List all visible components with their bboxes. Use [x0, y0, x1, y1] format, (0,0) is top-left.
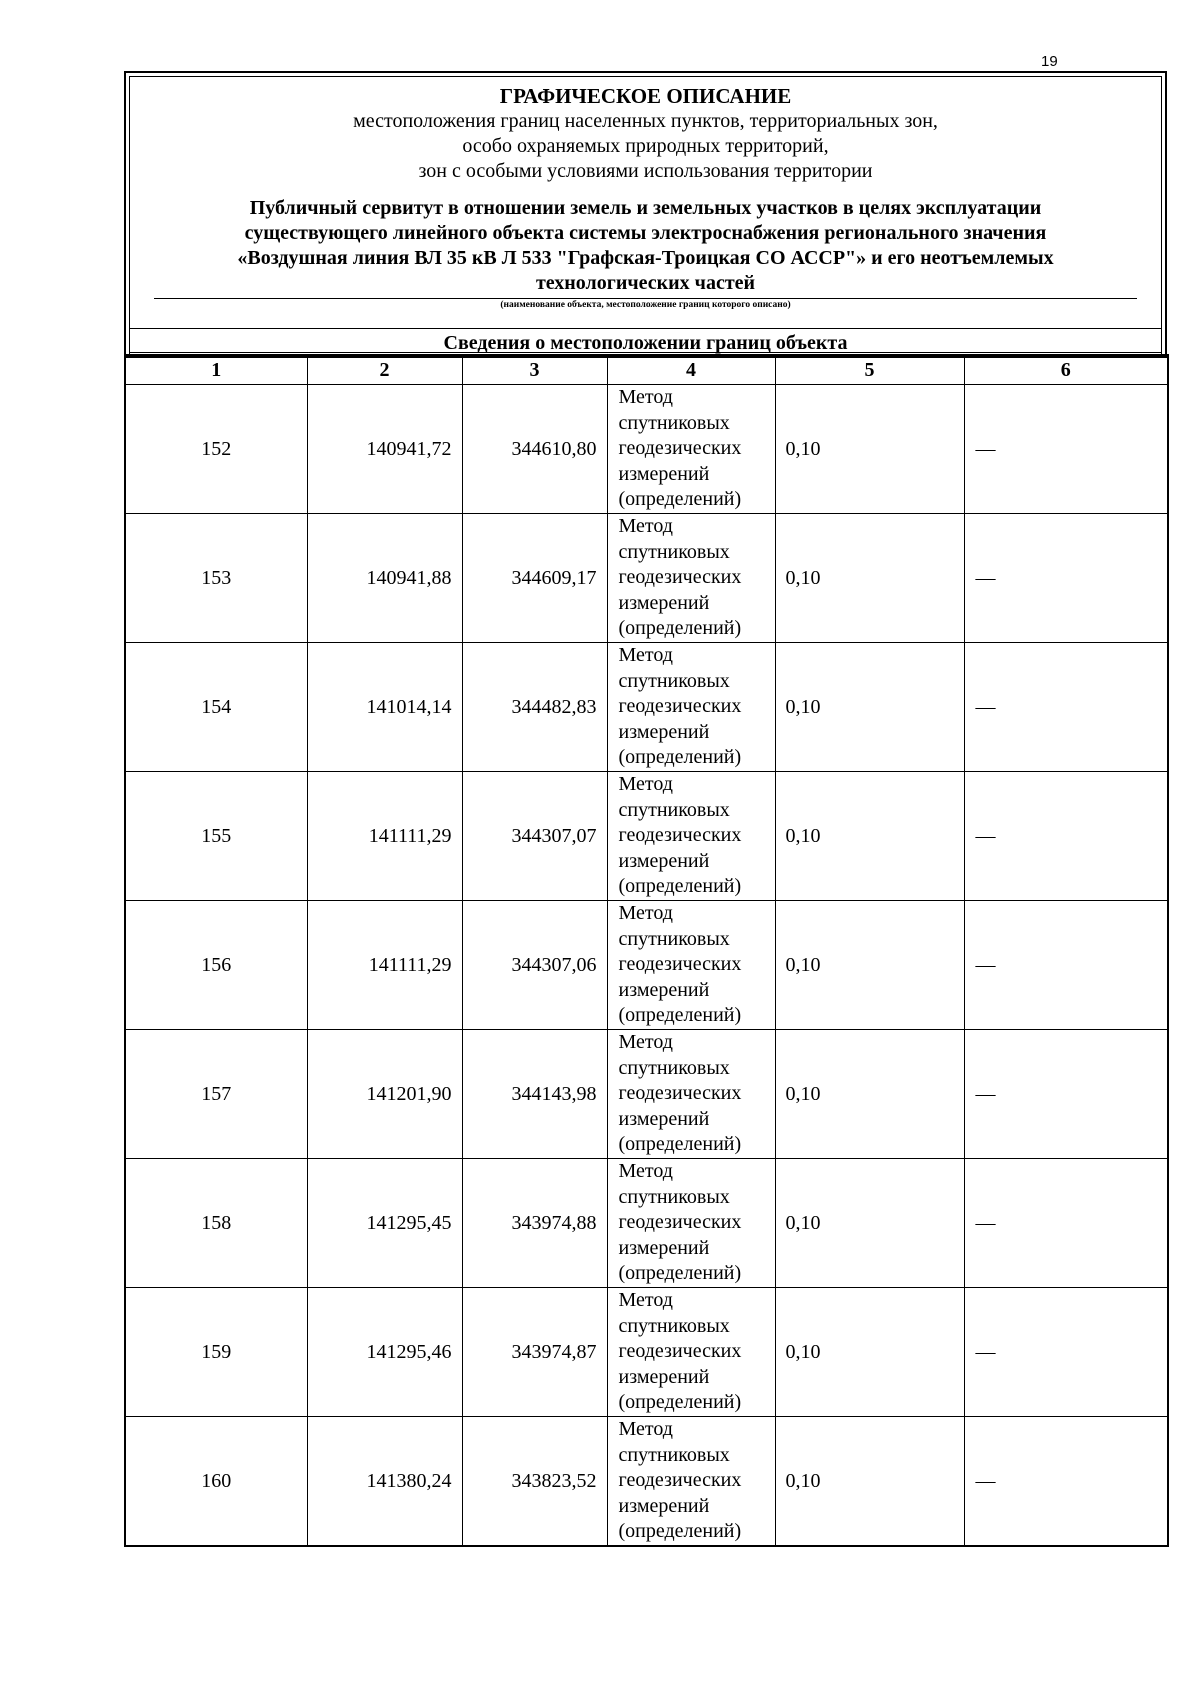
method-line: Метод	[618, 644, 673, 667]
note-cell: —	[964, 901, 1168, 1030]
x-coordinate-cell: 141295,46	[307, 1288, 462, 1417]
document-header	[124, 71, 1167, 358]
coordinates-table	[124, 354, 1169, 1547]
x-coordinate-cell: 141380,24	[307, 1417, 462, 1547]
y-coordinate-cell: 344307,06	[462, 901, 607, 1030]
method-line: измерений	[618, 1365, 710, 1388]
note-cell: —	[964, 1159, 1168, 1288]
method-line: (определений)	[618, 1262, 742, 1285]
note-cell: —	[964, 514, 1168, 643]
document-title: ГРАФИЧЕСКОЕ ОПИСАНИЕ	[499, 84, 792, 108]
document-subtitle-line-2: особо охраняемых природных территорий,	[462, 135, 829, 157]
note-cell: —	[964, 643, 1168, 772]
method-line: Метод	[618, 1160, 673, 1183]
method-line: измерений	[618, 720, 710, 743]
method-line: геодезических	[618, 566, 742, 589]
object-name-underline	[154, 298, 1137, 299]
accuracy-cell: 0,10	[775, 901, 964, 1030]
note-cell: —	[964, 772, 1168, 901]
table-row	[125, 901, 1168, 1030]
object-name-line-3: «Воздушная линия ВЛ 35 кВ Л 533 "Графская-Троицкая СО АССР"» и его неотъемлемых	[237, 247, 1054, 269]
method-line: спутниковых	[618, 927, 730, 950]
point-number-cell: 153	[125, 514, 307, 643]
point-number-cell: 154	[125, 643, 307, 772]
method-line: спутниковых	[618, 540, 730, 563]
method-line: (определений)	[618, 1004, 742, 1027]
table-row	[125, 643, 1168, 772]
method-line: спутниковых	[618, 1314, 730, 1337]
table-row	[125, 514, 1168, 643]
method-line: измерений	[618, 1494, 710, 1517]
method-line: геодезических	[618, 1082, 742, 1105]
method-line: геодезических	[618, 437, 742, 460]
accuracy-cell: 0,10	[775, 1159, 964, 1288]
y-coordinate-cell: 344609,17	[462, 514, 607, 643]
y-coordinate-cell: 344482,83	[462, 643, 607, 772]
point-number-cell: 160	[125, 1417, 307, 1547]
accuracy-cell: 0,10	[775, 1030, 964, 1159]
method-cell	[607, 1030, 775, 1159]
table-row	[125, 772, 1168, 901]
object-name	[150, 196, 1141, 296]
method-cell	[607, 514, 775, 643]
method-cell	[607, 1417, 775, 1547]
table-header-row	[125, 355, 1168, 385]
section-header	[124, 324, 1167, 354]
point-number-cell: 159	[125, 1288, 307, 1417]
x-coordinate-cell: 140941,72	[307, 385, 462, 514]
point-number-cell: 155	[125, 772, 307, 901]
method-line: Метод	[618, 902, 673, 925]
x-coordinate-cell: 141201,90	[307, 1030, 462, 1159]
note-cell: —	[964, 1030, 1168, 1159]
object-name-line-4: технологических частей	[535, 272, 756, 294]
method-cell	[607, 1288, 775, 1417]
table-row	[125, 1030, 1168, 1159]
x-coordinate-cell: 141111,29	[307, 901, 462, 1030]
object-name-line-2: существующего линейного объекта системы электроснабжения регионального значения	[244, 222, 1047, 244]
method-line: измерений	[618, 1236, 710, 1259]
method-cell	[607, 772, 775, 901]
y-coordinate-cell: 343823,52	[462, 1417, 607, 1547]
method-line: спутниковых	[618, 1056, 730, 1079]
point-number-cell: 156	[125, 901, 307, 1030]
method-line: спутниковых	[618, 669, 730, 692]
accuracy-cell: 0,10	[775, 1288, 964, 1417]
method-cell	[607, 385, 775, 514]
method-line: измерений	[618, 978, 710, 1001]
document-subtitle-line-3: зон с особыми условиями использования территории	[418, 160, 873, 182]
note-cell: —	[964, 1417, 1168, 1547]
method-line: Метод	[618, 773, 673, 796]
method-line: измерений	[618, 591, 710, 614]
x-coordinate-cell: 141111,29	[307, 772, 462, 901]
method-cell	[607, 901, 775, 1030]
document-subtitle-line-1: местоположения границ населенных пунктов, территориальных зон,	[353, 110, 938, 132]
method-cell	[607, 643, 775, 772]
accuracy-cell: 0,10	[775, 514, 964, 643]
page-number: 19	[1041, 53, 1058, 70]
y-coordinate-cell: 343974,88	[462, 1159, 607, 1288]
point-number-cell: 152	[125, 385, 307, 514]
method-line: Метод	[618, 515, 673, 538]
method-line: (определений)	[618, 617, 742, 640]
document-header-inner-frame	[129, 76, 1162, 353]
accuracy-cell: 0,10	[775, 772, 964, 901]
y-coordinate-cell: 343974,87	[462, 1288, 607, 1417]
document-frame	[124, 71, 1167, 1546]
table-row	[125, 385, 1168, 514]
method-line: Метод	[618, 1289, 673, 1312]
method-line: (определений)	[618, 1391, 742, 1414]
column-header-1: 1	[125, 355, 307, 385]
method-line: геодезических	[618, 695, 742, 718]
method-line: (определений)	[618, 1133, 742, 1156]
section-header-frame	[129, 328, 1162, 354]
method-line: Метод	[618, 386, 673, 409]
x-coordinate-cell: 141295,45	[307, 1159, 462, 1288]
column-header-4: 4	[607, 355, 775, 385]
table-row	[125, 1417, 1168, 1547]
method-line: Метод	[618, 1031, 673, 1054]
accuracy-cell: 0,10	[775, 643, 964, 772]
method-line: геодезических	[618, 953, 742, 976]
method-line: (определений)	[618, 488, 742, 511]
object-name-line-1: Публичный сервитут в отношении земель и земельных участков в целях эксплуатации	[249, 197, 1042, 219]
method-line: геодезических	[618, 1469, 742, 1492]
column-header-3: 3	[462, 355, 607, 385]
method-line: спутниковых	[618, 798, 730, 821]
accuracy-cell: 0,10	[775, 385, 964, 514]
column-header-5: 5	[775, 355, 964, 385]
y-coordinate-cell: 344307,07	[462, 772, 607, 901]
method-line: спутниковых	[618, 411, 730, 434]
point-number-cell: 158	[125, 1159, 307, 1288]
section-title: Сведения о местоположении границ объекта	[443, 332, 848, 354]
method-line: Метод	[618, 1418, 673, 1441]
column-header-6: 6	[964, 355, 1168, 385]
table-row	[125, 1159, 1168, 1288]
accuracy-cell: 0,10	[775, 1417, 964, 1547]
method-line: (определений)	[618, 746, 742, 769]
table-body	[125, 385, 1168, 1547]
object-name-caption: (наименование объекта, местоположение границ которого описано)	[500, 300, 791, 310]
method-line: геодезических	[618, 1340, 742, 1363]
method-line: измерений	[618, 462, 710, 485]
method-line: измерений	[618, 1107, 710, 1130]
note-cell: —	[964, 385, 1168, 514]
y-coordinate-cell: 344610,80	[462, 385, 607, 514]
method-line: (определений)	[618, 875, 742, 898]
method-cell	[607, 1159, 775, 1288]
note-cell: —	[964, 1288, 1168, 1417]
x-coordinate-cell: 140941,88	[307, 514, 462, 643]
table-row	[125, 1288, 1168, 1417]
method-line: спутниковых	[618, 1443, 730, 1466]
method-line: геодезических	[618, 824, 742, 847]
method-line: геодезических	[618, 1211, 742, 1234]
point-number-cell: 157	[125, 1030, 307, 1159]
method-line: спутниковых	[618, 1185, 730, 1208]
y-coordinate-cell: 344143,98	[462, 1030, 607, 1159]
method-line: измерений	[618, 849, 710, 872]
column-header-2: 2	[307, 355, 462, 385]
method-line: (определений)	[618, 1520, 742, 1543]
x-coordinate-cell: 141014,14	[307, 643, 462, 772]
